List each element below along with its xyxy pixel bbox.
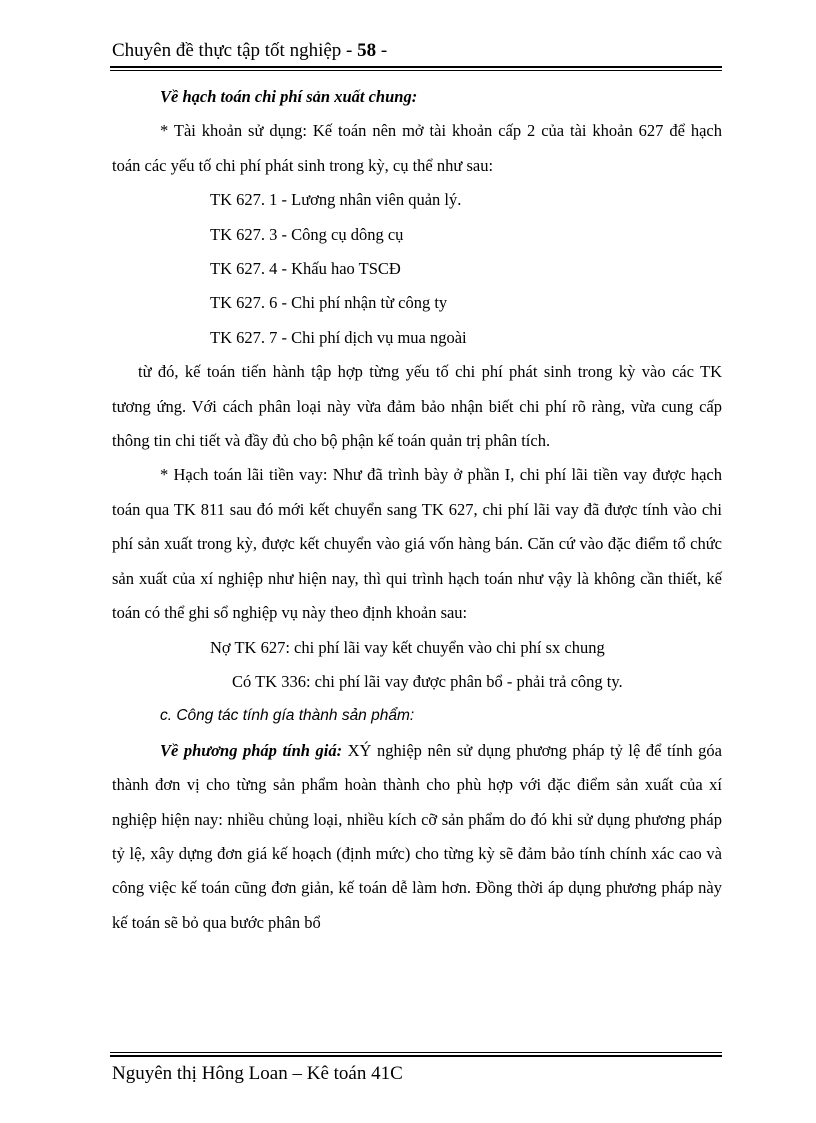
footer-rule — [110, 1055, 722, 1057]
account-item: TK 627. 7 - Chi phí dịch vụ mua ngoài — [210, 327, 467, 347]
account-item: TK 627. 1 - Lương nhân viên quản lý. — [210, 190, 462, 210]
page-number: 58 — [357, 40, 377, 61]
account-item: TK 627. 6 - Chi phí nhận từ công ty — [210, 293, 448, 313]
header-suffix: - — [376, 40, 388, 61]
paragraph-interest: * Hạch toán lãi tiền vay: Như đã trình bày ở phần I, chi phí lãi tiền vay được hạch toán qua TK 811 sau đó mới kết chuyển sang TK 627, chi phí lãi vay đã được tính vào chi phí sản xuất trong kỳ, được kết chuyển vào giá vốn hàng bán. Căn cứ vào đặc điểm tổ chức sản xuất của xí nghiệp như hiện nay, thì qui trình hạch toán như vậy là không cần thiết, kế toán có thể ghi sổ nghiệp vụ này theo định khoản sau: — [112, 465, 722, 623]
journal-entry-debit: Nợ TK 627: chi phí lãi vay kết chuyển vào chi phí sx chung — [210, 637, 605, 657]
paragraph-pricing-method — [112, 734, 722, 940]
page-footer: Nguyên thị Hông Loan – Kê toán 41C — [112, 1063, 403, 1084]
header-rule — [110, 66, 722, 68]
paragraph-accounts-intro: * Tài khoản sử dụng: Kế toán nên mở tài khoản cấp 2 của tài khoản 627 để hạch toán các yếu tố chi phí phát sinh trong kỳ, cụ thể như sau: — [112, 121, 722, 175]
header-rule-thin — [110, 70, 722, 71]
page-header — [112, 38, 722, 64]
account-item: TK 627. 3 - Công cụ dông cụ — [210, 224, 404, 244]
account-item: TK 627. 4 - Khấu hao TSCĐ — [210, 259, 401, 279]
footer-rule-thin — [110, 1052, 722, 1053]
subsection-heading: c. Công tác tính gía thành sản phẩm: — [160, 707, 415, 725]
page-body — [112, 80, 722, 940]
header-title: Chuyên đề thực tập tốt nghiệp - — [112, 40, 358, 61]
section-heading: Về hạch toán chi phí sản xuất chung: — [160, 87, 418, 106]
paragraph-classification: từ đó, kế toán tiến hành tập hợp từng yếu tố chi phí phát sinh trong kỳ vào các TK tương ứng. Với cách phân loại này vừa đảm bảo nhận biết chi phí rõ ràng, vừa cung cấp thông tin chi tiết và đầy đủ cho bộ phận kế toán quản trị phân tích. — [112, 362, 722, 451]
journal-entry-credit: Có TK 336: chi phí lãi vay được phân bổ - phải trả công ty. — [232, 671, 623, 691]
inline-heading: Về phương pháp tính giá: — [160, 740, 343, 760]
paragraph-pricing-text: XÝ nghiệp nên sử dụng phương pháp tỷ lệ để tính góa thành đơn vị cho từng sản phẩm hoàn thành cho phù hợp với đặc điểm sản xuất của xí nghiệp hiện nay: nhiều chủng loại, nhiều kích cỡ sản phẩm do đó khi sử dụng phương pháp tỷ lệ, xây dựng đơn giá kế hoạch (định mức) cho từng kỳ sẽ đảm bảo tính chính xác cao và công việc kế toán cũng đơn giản, kế toán dễ làm hơn. Đồng thời áp dụng phương pháp này kế toán sẽ bỏ qua bước phân bổ — [112, 740, 722, 932]
